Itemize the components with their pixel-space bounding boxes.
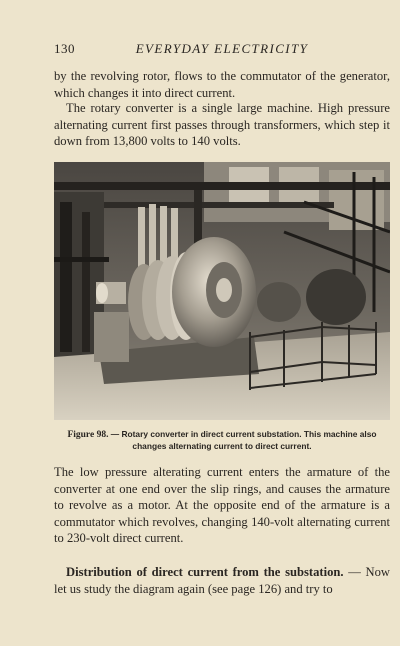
paragraph-distribution: [54, 564, 390, 597]
paragraph-continuation: by the revolving rotor, flows to the commutator of the generator, which changes it into direct current.: [54, 69, 390, 100]
figure-number: Figure 98.: [67, 430, 109, 440]
rotary-converter-photo: [54, 162, 390, 420]
page-header: [54, 41, 390, 61]
page-number: 130: [54, 41, 75, 56]
paragraph-armature: The low pressure alterating current enters the armature of the converter at one end over the slip rings, and causes the armature to revolve as a motor. At the opposite end of the armature is a commutator which revolves, changing 140-volt alternating current to 230-volt direct current.: [54, 465, 390, 546]
paragraph-distribution-body: — Now let us study the diagram again (see page 126) and try to: [54, 565, 390, 596]
run-in-heading: Distribution of direct current from the substation.: [66, 565, 344, 579]
running-title: EVERYDAY ELECTRICITY: [135, 41, 309, 56]
figure-photo-rotary-converter: [54, 162, 390, 420]
paragraph-rotary-converter: The rotary converter is a single large machine. High pressure alternating current first passes through transformers, which step it down from 13,800 volts to 140 volts.: [54, 101, 390, 149]
figure-caption-text: — Rotary converter in direct current substation. This machine also changes alternating current to direct current.: [108, 429, 377, 451]
figure-caption: [54, 429, 390, 452]
